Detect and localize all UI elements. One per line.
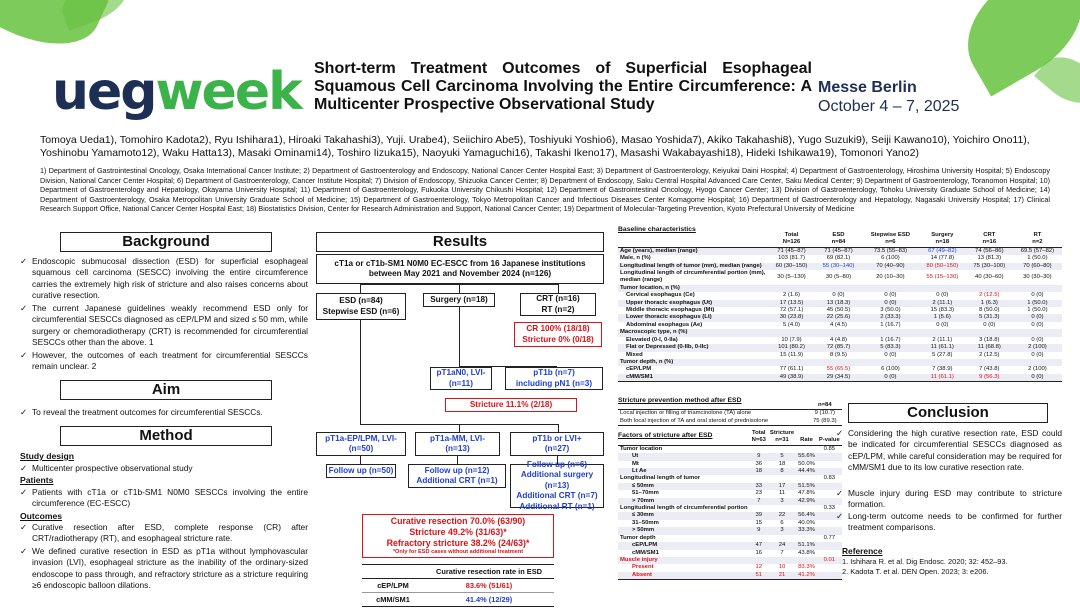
factors-title: Factors of stricture after ESD xyxy=(618,432,713,439)
conclusion-bullet: ✓ Long-term outcome needs to be confirmed for further treatment comparisons. xyxy=(836,511,1062,533)
table-row: Present 12 10 83.3% xyxy=(632,564,815,571)
table-row: Longitudinal length of circumferential portion (mm), median (range) 30 (5–130) 30 (5–80) 20 (10–30) 55 (15–130) 40 (30–60) 30 (30–30) xyxy=(620,270,1052,284)
table-row: Lt Ae 18 8 44.4% xyxy=(618,468,842,475)
reference-item: 2. Kadota T. et al. DEN Open. 2023; 3: e206. xyxy=(842,567,989,576)
aim-bullet: ✓ To reveal the treatment outcomes for circumferential SESCCs. xyxy=(20,407,263,417)
cohort-box: cT1a or cT1b-SM1 N0M0 EC-ESCC from 16 Japanese institutions between May 2021 and November 2024 (n=126) xyxy=(316,254,604,284)
table-row: Both local injection of TA and oral steroid of prednisolone 75 (89.3) xyxy=(620,417,837,424)
conclusion-bullet: ✓ Muscle injury during ESD may contribute to stricture formation. xyxy=(836,488,1062,510)
ueg-week-logo: uegweek xyxy=(52,62,301,122)
table-row: ≤ 50mm 33 17 51.5% xyxy=(618,483,842,490)
table-row: > 50mm 9 3 33.3% xyxy=(618,527,842,534)
method-heading: Method xyxy=(60,426,272,446)
reference-item: 1. Ishihara R. et al. Dig Endosc. 2020; 32: 452–93. xyxy=(842,557,1008,566)
table-row: Abdominal esophagus (Ae) 5 (4.0) 4 (4.5) 1 (16.7) 0 (0) 0 (0) 0 (0) xyxy=(626,321,1044,328)
curative-resection-table xyxy=(362,564,554,607)
venue-date: October 4 – 7, 2025 xyxy=(818,98,960,115)
conclusion-heading: Conclusion xyxy=(848,403,1048,423)
table-row: cMM/SM1 16 7 43.8% xyxy=(632,549,815,556)
table-row: Mixed 15 (11.9) 8 (9.5) 0 (0) 5 (27.8) 2 (12.5) 0 (0) xyxy=(626,351,1044,358)
table-row: Tumor depth, n (%) xyxy=(618,359,1062,366)
table-row: Ut 9 5 55.6% xyxy=(618,453,842,460)
esd-box: ESD (n=84) Stepwise ESD (n=6) xyxy=(316,293,406,320)
table-row: Local injection or filling of triamcinolone (TA) alone 9 (10.7) xyxy=(620,410,835,417)
study-design-text: ✓ Multicenter prospective observational study xyxy=(20,463,193,473)
table-row: Tumor depth 0.77 xyxy=(620,534,836,541)
followup-mm-box: Follow up (n=12) Additional CRT (n=1) xyxy=(408,464,506,488)
followup-ep-box: Follow up (n=50) xyxy=(326,464,396,478)
patients-text: ✓ Patients with cT1a or cT1b-SM1 N0M0 SESCCs involving the entire circumference (EC-ESCC) xyxy=(20,487,308,509)
table-row: Longitudinal length of tumor (mm), median (range) 60 (30–150) 55 (30–140) 70 (40–90) 80 (50–150) 75 (30–100) 70 (60–80) xyxy=(618,263,1062,270)
table-row: Male, n (%) 103 (81.7) 69 (82.1) 6 (100) 14 (77.8) 13 (81.3) 1 (50.0) xyxy=(620,255,1048,262)
background-bullet: ✓ However, the outcomes of each treatment for circumferential SESCCs remain unclear. 2 xyxy=(20,350,308,372)
table-row: cMM/SM1 49 (38.9) 29 (34.5) 0 (0) 11 (61.1) 9 (56.3) 0 (0) xyxy=(618,374,1062,382)
pt1b-box: pT1b (n=7) including pN1 (n=3) xyxy=(505,367,603,390)
table-row: Upper thoracic esophagus (Ut) 17 (13.5) 13 (18.3) 0 (0) 2 (11.1) 1 (6.3) 1 (50.0) xyxy=(618,300,1062,307)
table-row: Tumor location, n (%) xyxy=(618,285,1062,292)
patients-label: Patients xyxy=(20,475,54,485)
ep-lpm-box: pT1a-EP/LPM, LVI- (n=50) xyxy=(316,432,406,456)
table-row: Longitudinal length of circumferential portion 0.33 xyxy=(620,505,836,512)
background-bullet: ✓ Endoscopic submucosal dissection (ESD) for superficial esophageal squamous cell carcinoma (SESCC) involving the entire circumference carries the extremely high risk of stricture and also raises concerns about curative resection. xyxy=(20,256,308,301)
table-row: Mt 36 18 50.0% xyxy=(632,460,815,467)
table-row: Elevated (0-I, 0-IIa) 10 (7.9) 4 (4.8) 1 (16.7) 2 (11.1) 3 (18.8) 0 (0) xyxy=(626,336,1044,343)
sm-box: pT1b or LVI+ (n=27) xyxy=(510,432,604,456)
table-row: Longitudinal length of tumor 0.83 xyxy=(620,475,836,482)
baseline-title: Baseline characteristics xyxy=(618,226,696,233)
prevention-table: n=84 Local injection or filling of triamcinolone (TA) alone 9 (10.7) Both local injection of TA and oral steroid of prednisolone 75 (89.3) xyxy=(618,402,842,426)
table-row: 51–70mm 23 11 47.8% xyxy=(632,490,815,497)
crt-box: CRT (n=16) RT (n=2) xyxy=(520,293,596,316)
venue-city: Messe Berlin xyxy=(818,79,917,96)
table-row: cEP/LPM 83.6% (51/61) xyxy=(362,579,554,593)
author-list: Tomoya Ueda1), Tomohiro Kadota2), Ryu Ishihara1), Hiroaki Takahashi3), Yuji. Urabe4), Seiichiro Abe5), Toshiyuki Yoshio6), Masao Yoshida7), Akiko Takahashi8), Yugo Suzuki9), Seiji Kawano10), Yoichiro Ono11), Yoshinobu Yamamoto12), Waku Hatta13), Masaki Ominami14), Toshiro Iizuka15), Naoyuki Yamaguchi16), Takashi Ikeno17), Masashi Wakabayashi18), Hideki Ishikawa19), Tomonori Yano2) xyxy=(40,134,1030,159)
table-row: Macroscopic type, n (%) xyxy=(618,329,1062,336)
surgery-stricture-box: Stricture 11.1% (2/18) xyxy=(445,398,577,412)
table-row: cEP/LPM 47 24 51.1% xyxy=(618,542,842,549)
background-heading: Background xyxy=(60,232,272,252)
table-row: cEP/LPM 77 (61.1) 55 (65.5) 6 (100) 7 (38.9) 7 (43.8) 2 (100) xyxy=(626,366,1047,373)
crt-outcome-box: CR 100% (18/18) Stricture 0% (0/18) xyxy=(514,322,602,347)
mm-box: pT1a-MM, LVI- (n=13) xyxy=(415,432,500,456)
factors-table: Total N=63 Stricture n=31 Rate P-value Tumor location 0.85 Ut 9 5 55.6% Mt 36 18 50.0% Lt Ae 18 8 44.4% Longitudinal length of tumor 0.83 ≤ 50mm 33 17 51.5% 51–70mm 23 11 47.8% > 70mm 7 3 42.9% Longitudinal length of circumferential portion 0.33 ≤ 30mm 39 22 56.4% 31–50mm 15 6 40.0% > 50mm 9 3 33.3% Tumor depth 0.77 cEP/LPM 47 24 51.1% cMM/SM1 16 7 43.8% Muscle injury 0.01 Present 12 10 83.3% Absent 51 21 41.2% xyxy=(618,430,842,580)
outcomes-bullet: ✓ We defined curative resection in ESD as pT1a without lymphovascular invasion (LVI), esophageal stricture as the inability of the ordinary-sized endoscope to pass through, and refractory stricture as a stricture requiring ≥6 endoscopic balloon dilations. xyxy=(20,546,308,591)
curative-table-header: Curative resection rate in ESD xyxy=(436,567,542,576)
aim-heading: Aim xyxy=(60,380,272,400)
table-row: Middle thoracic esophagus (Mt) 72 (57.1) 45 (50.5) 3 (50.0) 15 (83.3) 8 (50.0) 1 (50.0) xyxy=(626,307,1048,314)
affiliations: 1) Department of Gastrointestinal Oncology, Osaka International Cancer Institute; 2) Department of Gastroenterology and Endoscopy, National Cancer Center Hospital East; 3) Department of Gastroenterology, Keiyukai Daini Hospital; 4) Department of Gastroenterology, Hiroshima University Hospital; 5) Endoscopy Division, National Cancer Center Hospital; 6) Department of Gastroenterology, Cancer Institute Hospital; 7) Division of Endoscopy, Shizuoka Cancer Center; 8) Department of Endoscopy, Saku Central Hospital Advanced Care Center, Saku Medical Center; 9) Department of Gastroenterology, Toranomon Hospital; 10) Department of Gastroenterology and Hepatology, Okayama University Hospital; 11) Department of Gastroenterology, Fukuoka University Chikushi Hospital; 12) Department of Gastrointestinal Oncology, Hyogo Cancer Center; 13) Division of Gastroenterology, Tohoku University Graduate School of Medicine; 14) Department of Gastroenterology, Osaka Metropolitan University Graduate School of Medicine; 15) Department of Gastroenterology, Tokyo Metropolitan Cancer and Infectious Diseases Center Komagome Hospital; 16) Department of Gastroenterology and Hepatology, Nagasaki University Hospital; 17) Clinical Research Support Office, National Cancer Center Hospital East; 18) Biostatistics Division, Center for Research Administration and Support, National Cancer Center; 19) Department of Molecular-Targeting Prevention, Kyoto Prefectural University of Medicine xyxy=(40,166,1050,214)
table-row: cMM/SM1 41.4% (12/29) xyxy=(376,595,513,604)
surgery-box: Surgery (n=18) xyxy=(423,293,495,307)
conclusion-bullet: ✓ Considering the high curative resection rate, ESD could be indicated for circumferential SESCCs diagnosed as cEP/LPM, while careful consideration may be required for cMM/SM1 due to its low curative resection rate. xyxy=(836,428,1062,473)
study-design-label: Study design xyxy=(20,451,74,461)
outcomes-bullet: ✓ Curative resection after ESD, complete response (CR) after CRT/radiotherapy (RT), and esophageal stricture rate. xyxy=(20,522,308,544)
poster-title: Short-term Treatment Outcomes of Superficial Esophageal Squamous Cell Carcinoma Involving the Entire Circumference: A Multicenter Prospective Observational Study xyxy=(314,60,812,113)
table-row: ≤ 30mm 39 22 56.4% xyxy=(618,512,842,519)
table-row: 31–50mm 15 6 40.0% xyxy=(632,519,815,526)
prevention-title: Stricture prevention method after ESD xyxy=(618,397,742,404)
table-row: Age (years), median (range) 71 (45–87) 71 (45–87) 73.5 (55–83) 67 (49–82) 74 (56–86) 69.5 (57–82) xyxy=(618,247,1062,255)
table-row: Cervical esophagus (Ce) 2 (1.6) 0 (0) 0 (0) 0 (0) 2 (12.5) 0 (0) xyxy=(626,292,1044,299)
table-row: Muscle injury 0.01 xyxy=(618,557,842,564)
table-row: > 70mm 7 3 42.9% xyxy=(618,498,842,505)
background-bullet: ✓ The current Japanese guidelines weakly recommend ESD only for circumferential SESCCs diagnosed as cEP/LPM and sized ≤ 50 mm, while surgery or chemoradiotherapy (CRT) is recommended for circumferential SESCCs other than the above. 1 xyxy=(20,303,308,348)
esd-outcome-box: Curative resection 70.0% (63/90) Stricture 49.2% (31/63)* Refractory stricture 38.2% (24/63)* *Only for ESD cases without additional treatment xyxy=(362,514,554,558)
table-row: Tumor location 0.85 xyxy=(620,445,836,452)
venue xyxy=(818,78,959,116)
table-row: Flat or Depressed (0-IIb, 0-IIc) 101 (80.2) 72 (85.7) 5 (83.3) 11 (61.1) 11 (68.8) 2 (100) xyxy=(618,344,1062,351)
table-row: Lower thoracic esophagus (Lt) 30 (23.8) 22 (25.6) 2 (33.3) 1 (5.6) 5 (31.3) 0 (0) xyxy=(618,314,1062,321)
baseline-table: Total N=126 ESD n=84 Stepwise ESD n=6 Surgery n=18 CRT n=16 RT n=2 Age (years), median (range) 71 (45–87) 71 (45–87) 73.5 (55–83) 67 (49–82) 74 (56–86) 69.5 (57–82) Male, n (%) 103 (81.7) 69 (82.1) 6 (100) 14 (77.8) 13 (81.3) 1 (50.0) Longitudinal length of tumor (mm), median (range) 60 (30–150) 55 (30–140) 70 (40–90) 80 (50–150) 75 (30–100) 70 (60–80) Longitudinal length of circumferential portion (mm), median (range) 30 (5–130) 30 (5–80) 20 (10–30) 55 (15–130) 40 (30–60) 30 (30–30) Tumor location, n (%) Cervical esophagus (Ce) 2 (1.6) 0 (0) 0 (0) 0 (0) 2 (12.5) 0 (0) Upper thoracic esophagus (Ut) 17 (13.5) 13 (18.3) 0 (0) 2 (11.1) 1 (6.3) 1 (50.0) Middle thoracic esophagus (Mt) 72 (57.1) 45 (50.5) 3 (50.0) 15 (83.3) 8 (50.0) 1 (50.0) Lower thoracic esophagus (Lt) 30 (23.8) 22 (25.6) 2 (33.3) 1 (5.6) 5 (31.3) 0 (0) Abdominal esophagus (Ae) 5 (4.0) 4 (4.5) 1 (16.7) 0 (0) 0 (0) 0 (0) Macroscopic type, n (%) Elevated (0-I, 0-IIa) 10 (7.9) 4 (4.8) 1 (16.7) 2 (11.1) 3 (18.8) 0 (0) Flat or Depressed (0-IIb, 0-IIc) 101 (80.2) 72 (85.7) 5 (83.3) 11 (61.1) 11 (68.8) 2 (100) Mixed 15 (11.9) 8 (9.5) 0 (0) 5 (27.8) 2 (12.5) 0 (0) Tumor depth, n (%) cEP/LPM 77 (61.1) 55 (65.5) 6 (100) 7 (38.9) 7 (43.8) 2 (100) cMM/SM1 49 (38.9) 29 (34.5) 0 (0) 11 (61.1) 9 (56.3) 0 (0) xyxy=(618,232,1062,382)
reference-label: Reference xyxy=(842,546,883,556)
pt1an0-box: pT1aN0, LVI- (n=11) xyxy=(430,367,492,390)
followup-sm-box: Follow up (n=6) Additional surgery (n=13) Additional CRT (n=7) Additional RT (n=1) xyxy=(510,464,604,508)
outcomes-label: Outcomes xyxy=(20,511,63,521)
results-heading: Results xyxy=(316,232,604,252)
table-row: Absent 51 21 41.2% xyxy=(618,572,842,580)
